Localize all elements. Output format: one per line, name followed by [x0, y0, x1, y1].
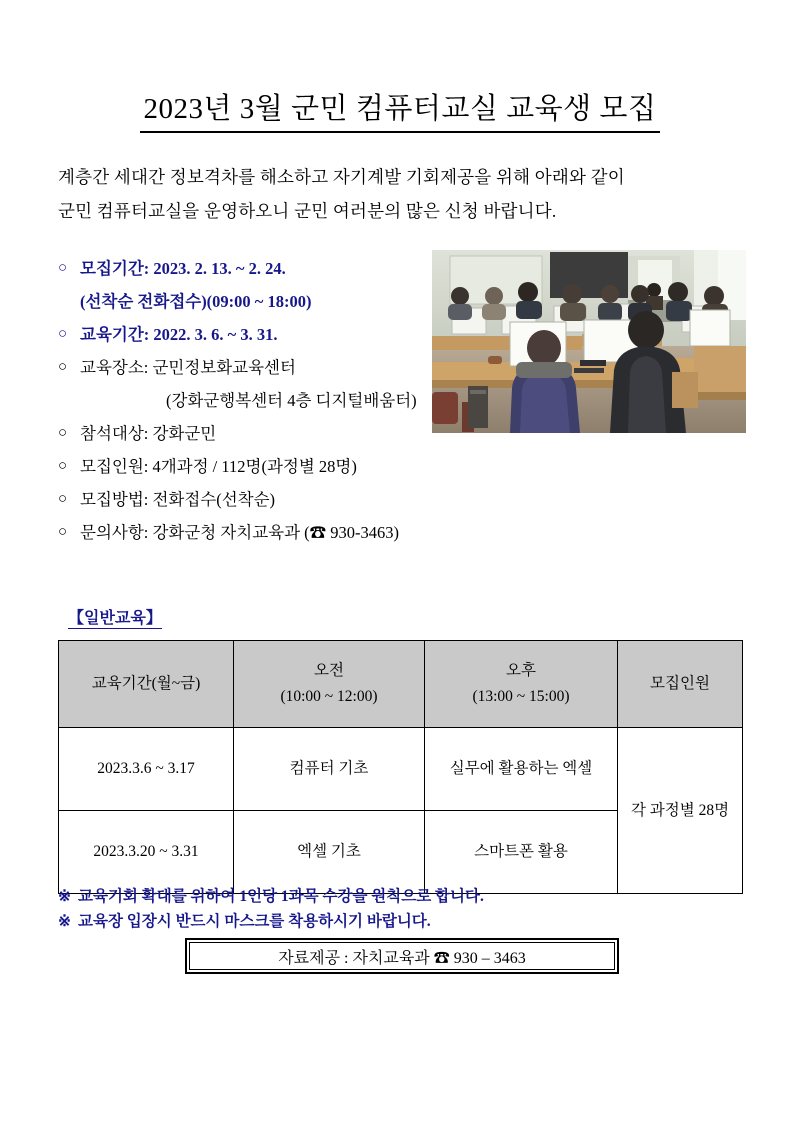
classroom-photo-image [432, 250, 746, 433]
list-item-label: 참석대상: 강화군민 [80, 424, 217, 443]
info-list [58, 252, 478, 549]
table-header-morning-line2: (10:00 ~ 12:00) [280, 688, 378, 705]
schedule-table [58, 640, 743, 894]
list-item-audience [58, 417, 478, 450]
cell-morning-course: 엑셀 기초 [234, 811, 425, 894]
table-header-morning-line1: 오전 [314, 662, 344, 679]
note-item-mask [58, 909, 484, 934]
table-header-morning [234, 641, 425, 728]
table-header-afternoon [425, 641, 618, 728]
table-header-afternoon-line1: 오후 [506, 662, 536, 679]
cell-afternoon-course: 스마트폰 활용 [425, 811, 618, 894]
list-item-location-detail [58, 384, 478, 417]
cell-morning-course: 컴퓨터 기초 [234, 728, 425, 811]
table-header-row [59, 641, 743, 728]
section-heading-text: 【일반교육】 [68, 610, 162, 627]
table-header-period [59, 641, 234, 728]
list-item-label: (선착순 전화접수)(09:00 ~ 18:00) [80, 292, 312, 311]
note-item-one-course [58, 884, 484, 909]
table-header-capacity-line1: 모집인원 [650, 675, 710, 692]
bullet-icon: ○ [58, 260, 68, 276]
note-item-label: 교육장 입장시 반드시 마스크를 착용하시기 바랍니다. [78, 913, 431, 930]
list-item-label: (강화군행복센터 4층 디지털배움터) [166, 391, 417, 410]
notes-list [58, 884, 484, 934]
list-item-contact [58, 516, 478, 549]
section-heading-general-education [68, 605, 162, 628]
cell-afternoon-course: 실무에 활용하는 엑셀 [425, 728, 618, 811]
intro-line-1: 계층간 세대간 정보격차를 해소하고 자기계발 기회제공을 위해 아래와 같이 [58, 167, 625, 187]
page-title-text: 2023년 3월 군민 컴퓨터교실 교육생 모집 [140, 86, 661, 133]
bullet-icon: ○ [58, 491, 68, 507]
list-item-recruit-period [58, 252, 478, 285]
bullet-icon: ○ [58, 326, 68, 342]
list-item-label: 문의사항: 강화군청 자치교육과 (☎ 930-3463) [80, 523, 400, 542]
intro-line-2: 군민 컴퓨터교실을 운영하오니 군민 여러분의 많은 신청 바랍니다. [58, 201, 557, 221]
note-item-label: 교육기회 확대를 위하여 1인당 1과목 수강을 원칙으로 합니다. [78, 888, 484, 905]
table-header-afternoon-line2: (13:00 ~ 15:00) [472, 688, 570, 705]
list-item-location [58, 351, 478, 384]
cell-capacity: 각 과정별 28명 [618, 728, 743, 894]
cell-period: 2023.3.20 ~ 3.31 [59, 811, 234, 894]
table-row [59, 728, 743, 811]
table-header-capacity [618, 641, 743, 728]
bullet-icon: ○ [58, 458, 68, 474]
list-item-label: 모집기간: 2023. 2. 13. ~ 2. 24. [80, 259, 286, 278]
footer-info-text: 자료제공 : 자치교육과 ☎ 930 – 3463 [189, 942, 615, 970]
classroom-photo [432, 250, 746, 433]
table-header-period-line1: 교육기간(월~금) [91, 675, 201, 692]
page-title [0, 86, 800, 133]
intro-paragraph [58, 160, 748, 228]
bullet-icon: ○ [58, 524, 68, 540]
list-item-label: 교육기간: 2022. 3. 6. ~ 3. 31. [80, 325, 278, 344]
list-item-label: 교육장소: 군민정보화교육센터 [80, 358, 296, 377]
asterisk-icon: ※ [58, 888, 71, 905]
list-item-training-period [58, 318, 478, 351]
list-item-application-method [58, 483, 478, 516]
footer-info-box [185, 938, 619, 974]
list-item-capacity [58, 450, 478, 483]
list-item-recruit-method-note [58, 285, 478, 318]
asterisk-icon: ※ [58, 913, 71, 930]
bullet-icon: ○ [58, 425, 68, 441]
bullet-icon: ○ [58, 359, 68, 375]
cell-period: 2023.3.6 ~ 3.17 [59, 728, 234, 811]
list-item-label: 모집인원: 4개과정 / 112명(과정별 28명) [80, 457, 357, 476]
list-item-label: 모집방법: 전화접수(선착순) [80, 490, 276, 509]
